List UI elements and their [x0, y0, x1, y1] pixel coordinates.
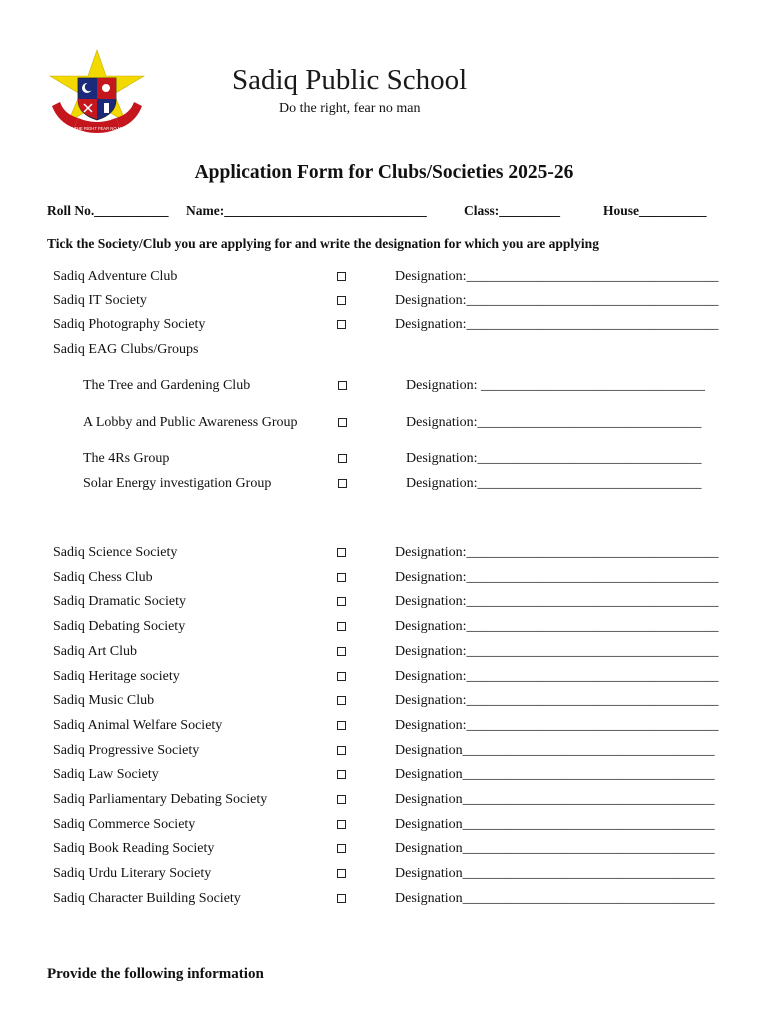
designation-field[interactable]: Designation:____________________________________: [395, 570, 719, 585]
school-motto: Do the right, fear no man: [279, 101, 421, 116]
club-checkbox[interactable]: [337, 622, 346, 631]
name-field[interactable]: Name:______________________________: [186, 203, 427, 218]
club-name: Sadiq Adventure Club: [53, 269, 178, 284]
club-row: [0, 474, 768, 494]
club-name: Sadiq Urdu Literary Society: [53, 866, 212, 881]
club-checkbox[interactable]: [338, 381, 347, 390]
designation-field[interactable]: Designation____________________________________: [395, 767, 715, 782]
designation-field[interactable]: Designation:____________________________________: [395, 619, 719, 634]
designation-field[interactable]: Designation:____________________________________: [395, 269, 719, 284]
club-checkbox[interactable]: [337, 894, 346, 903]
club-row: [0, 568, 768, 588]
eag-heading-label: Sadiq EAG Clubs/Groups: [53, 342, 199, 357]
club-name: Sadiq Law Society: [53, 767, 159, 782]
designation-field[interactable]: Designation:____________________________________: [395, 644, 719, 659]
club-checkbox[interactable]: [337, 672, 346, 681]
club-row: [0, 376, 768, 396]
designation-field[interactable]: Designation:____________________________________: [395, 718, 719, 733]
designation-field[interactable]: Designation____________________________________: [395, 817, 715, 832]
club-checkbox[interactable]: [337, 770, 346, 779]
club-checkbox[interactable]: [337, 647, 346, 656]
club-checkbox[interactable]: [337, 721, 346, 730]
club-name: The Tree and Gardening Club: [83, 378, 251, 393]
club-checkbox[interactable]: [337, 696, 346, 705]
club-row: [0, 449, 768, 469]
house-field[interactable]: House__________: [603, 203, 707, 218]
designation-field[interactable]: Designation____________________________________: [395, 841, 715, 856]
designation-field[interactable]: Designation:____________________________________: [395, 594, 719, 609]
club-row: [0, 839, 768, 859]
club-checkbox[interactable]: [337, 746, 346, 755]
club-name: A Lobby and Public Awareness Group: [83, 415, 298, 430]
club-checkbox[interactable]: [337, 869, 346, 878]
club-row: [0, 765, 768, 785]
club-row: [0, 291, 768, 311]
designation-field[interactable]: Designation____________________________________: [395, 792, 715, 807]
club-row: [0, 543, 768, 563]
club-name: Sadiq Photography Society: [53, 317, 206, 332]
club-name: Sadiq Art Club: [53, 644, 138, 659]
club-name: Sadiq Music Club: [53, 693, 155, 708]
club-row: [0, 691, 768, 711]
club-name: Sadiq Character Building Society: [53, 891, 241, 906]
club-checkbox[interactable]: [338, 454, 347, 463]
club-row: [0, 741, 768, 761]
club-checkbox[interactable]: [337, 320, 346, 329]
club-row: [0, 815, 768, 835]
designation-field[interactable]: Designation:____________________________________: [395, 693, 719, 708]
designation-field[interactable]: Designation____________________________________: [395, 866, 715, 881]
school-crest-logo: [48, 48, 146, 142]
club-name: Sadiq Science Society: [53, 545, 178, 560]
club-checkbox[interactable]: [338, 418, 347, 427]
club-row: [0, 592, 768, 612]
club-row: [0, 790, 768, 810]
club-name: Sadiq Heritage society: [53, 669, 180, 684]
club-checkbox[interactable]: [337, 296, 346, 305]
designation-field[interactable]: Designation:________________________________: [406, 451, 702, 466]
club-name: Sadiq Progressive Society: [53, 743, 200, 758]
designation-field[interactable]: Designation:________________________________: [406, 476, 702, 491]
club-checkbox[interactable]: [337, 272, 346, 281]
designation-field[interactable]: Designation:____________________________________: [395, 669, 719, 684]
club-checkbox[interactable]: [337, 597, 346, 606]
designation-field[interactable]: Designation:____________________________________: [395, 317, 719, 332]
school-name: Sadiq Public School: [232, 64, 468, 96]
club-row: [0, 642, 768, 662]
club-name: Sadiq Debating Society: [53, 619, 186, 634]
club-name: Sadiq Commerce Society: [53, 817, 196, 832]
club-checkbox[interactable]: [337, 844, 346, 853]
designation-field[interactable]: Designation:____________________________________: [395, 545, 719, 560]
form-title: Application Form for Clubs/Societies 2025-26: [194, 162, 574, 183]
designation-field[interactable]: Designation____________________________________: [395, 891, 715, 906]
club-row: [0, 716, 768, 736]
designation-field[interactable]: Designation:____________________________________: [395, 293, 719, 308]
class-field[interactable]: Class:_________: [464, 203, 561, 218]
club-row: [0, 267, 768, 287]
club-name: Sadiq Chess Club: [53, 570, 153, 585]
club-checkbox[interactable]: [337, 573, 346, 582]
designation-field[interactable]: Designation:________________________________: [406, 415, 702, 430]
club-row: [0, 617, 768, 637]
roll-no-field[interactable]: Roll No.___________: [47, 203, 169, 218]
club-row: [0, 315, 768, 335]
club-row: [0, 667, 768, 687]
club-name: Sadiq Animal Welfare Society: [53, 718, 223, 733]
club-row: [0, 889, 768, 909]
club-name: The 4Rs Group: [83, 451, 170, 466]
club-name: Sadiq Book Reading Society: [53, 841, 215, 856]
designation-field[interactable]: Designation: ________________________________: [406, 378, 706, 393]
instruction-text: Tick the Society/Club you are applying for and write the designation for which you are applying: [47, 236, 599, 251]
club-name: Solar Energy investigation Group: [83, 476, 272, 491]
section-heading-provide-information: Provide the following information: [47, 966, 264, 982]
club-checkbox[interactable]: [337, 820, 346, 829]
club-name: Sadiq Parliamentary Debating Society: [53, 792, 268, 807]
club-checkbox[interactable]: [338, 479, 347, 488]
club-checkbox[interactable]: [337, 548, 346, 557]
club-name: Sadiq IT Society: [53, 293, 147, 308]
club-name: Sadiq Dramatic Society: [53, 594, 186, 609]
designation-field[interactable]: Designation____________________________________: [395, 743, 715, 758]
eag-group-heading: [0, 340, 768, 360]
club-row: [0, 864, 768, 884]
club-row: [0, 413, 768, 433]
club-checkbox[interactable]: [337, 795, 346, 804]
svg-text:DO THE RIGHT FEAR NO MAN: DO THE RIGHT FEAR NO MAN: [66, 126, 128, 131]
